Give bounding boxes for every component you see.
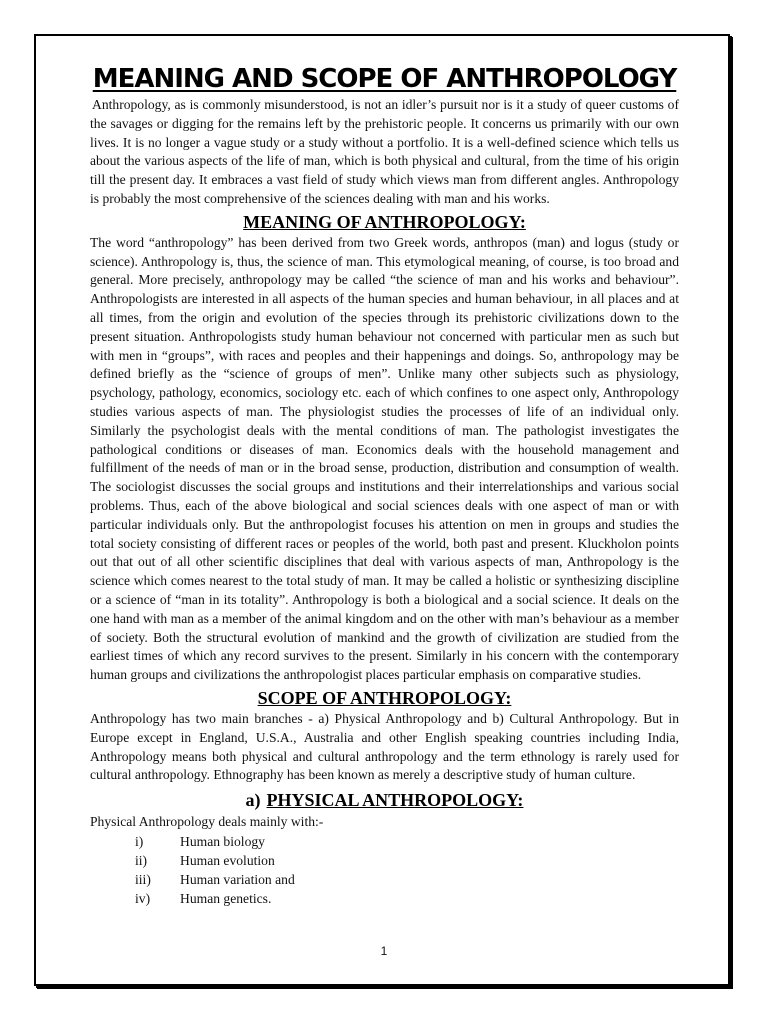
document-title: MEANING AND SCOPE OF ANTHROPOLOGY bbox=[92, 64, 677, 94]
list-item bbox=[90, 832, 679, 851]
list-item bbox=[90, 889, 679, 908]
document-content bbox=[90, 64, 679, 908]
list-item-text: Human evolution bbox=[180, 852, 275, 868]
list-item-number: i) bbox=[135, 833, 144, 849]
list-item bbox=[90, 870, 679, 889]
physical-anthropology-heading bbox=[90, 789, 679, 811]
list-item-number: ii) bbox=[135, 852, 148, 868]
scope-paragraph: Anthropology has two main branches - a) Physical Anthropology and b) Cultural Anthropology. But in Europe except in England, U.S.A., Australia and other English speaking countries including India, Anthropology means both physical and cultural anthropology and the term ethnology is rarely used for cultural anthropology. Ethnography has been known as merely a descriptive study of human culture. bbox=[90, 710, 679, 783]
physical-topics-list bbox=[90, 832, 679, 908]
meaning-heading: MEANING OF ANTHROPOLOGY: bbox=[243, 211, 526, 232]
scope-heading: SCOPE OF ANTHROPOLOGY: bbox=[257, 687, 512, 708]
list-item-text: Human variation and bbox=[180, 871, 295, 887]
physical-lead-text: Physical Anthropology deals mainly with:- bbox=[90, 814, 324, 830]
list-item-text: Human biology bbox=[180, 833, 265, 849]
list-item-number: iii) bbox=[135, 871, 151, 887]
subsection-marker: a) bbox=[245, 790, 261, 811]
meaning-paragraph: The word “anthropology” has been derived from two Greek words, anthropos (man) and logus (study or science). Anthropology is, thus, the science of man. This etymological meaning, of course, is too broad and general. More precisely, anthropology may be called “the science of man and his works and behaviour”. Anthropologists are interested in all aspects of the human species and human behaviour, in all places and at all times, from the origin and evolution of the species through its prehistoric civilizations down to the present situation. Anthropologists study human behaviour not concerned with particular men as such but with men in “groups”, with races and peoples and their happenings and doings. So, anthropology may be defined briefly as the “science of groups of men”. Unlike many other subjects such as physiology, psychology, pathology, economics, sociology etc. each of which confines to one aspect only, Anthropology studies various aspects of man. The physiologist studies the processes of life of an individual only. Similarly the psychologist deals with the mental conditions of man. The pathologist investigates the pathological conditions or diseases of man. Economics deals with the household management and fulfillment of the needs of man or in the broad sense, production, distribution and consumption of wealth. The sociologist discusses the social groups and institutions and their interrelationships and various social problems. Thus, each of the above biological and social sciences deals with one aspect of man or with particular individuals only. But the anthropologist focuses his attention on men in groups and studies the total society consisting of different races or peoples of the world, both past and present. Kluckholon points out that out of all other scientific disciplines that deal with various aspects of man, Anthropology is the science which comes nearest to the total study of man. It may be called a holistic or synthesizing discipline or a science of “man in its totality”. Anthropology is both a biological and a social science. It deals on the one hand with man as a member of the animal kingdom and on the other with man’s behaviour as a member of society. Both the structural evolution of mankind and the growth of civilization are studied from the earliest times of which any record survives to the present. Similarly in his concern with the contemporary human groups and civilizations the anthropologist places particular emphasis on comparative studies. bbox=[90, 234, 679, 683]
page-number: 1 bbox=[380, 944, 388, 958]
subsection-title: PHYSICAL ANTHROPOLOGY: bbox=[266, 790, 524, 811]
list-item-text: Human genetics. bbox=[180, 890, 272, 906]
list-item-number: iv) bbox=[135, 890, 151, 906]
intro-paragraph: Anthropology, as is commonly misunderstood, is not an idler’s pursuit nor is it a study of queer customs of the savages or digging for the remains left by the prehistoric people. It concerns us primarily with our own lives. It is no longer a vague study or a study without a portfolio. It is a well-defined science which tells us about the various aspects of the life of man, which is both physical and cultural, from the time of his origin till the present day. It embraces a vast field of study which views man from different angles. Anthropology is probably the most comprehensive of the sciences dealing with man and his works. bbox=[90, 97, 679, 206]
list-item bbox=[90, 851, 679, 870]
